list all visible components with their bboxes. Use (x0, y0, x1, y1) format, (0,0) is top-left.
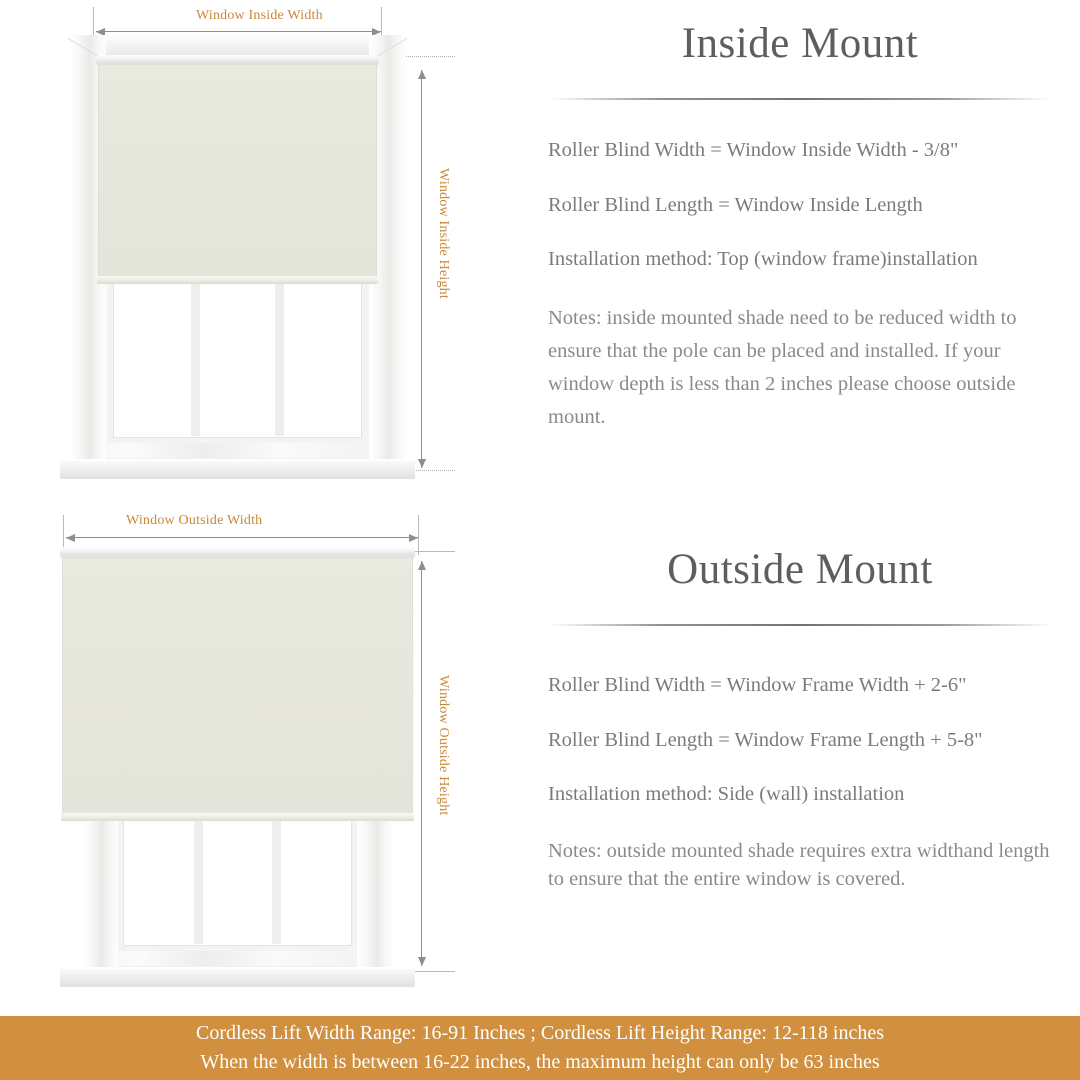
outside-width-dimension-label: Window Outside Width (126, 513, 263, 528)
roller-shade-bottom-rail (97, 276, 378, 284)
outside-mount-notes: Notes: outside mounted shade requires extra widthand length to ensure that the entire window is covered. (548, 839, 1050, 891)
inside-height-arrow (421, 70, 422, 468)
outside-mount-divider (548, 624, 1052, 626)
roller-shade-bottom-rail (61, 813, 414, 821)
outside-mount-diagram (0, 503, 520, 1008)
window-sill (60, 969, 415, 987)
inside-height-dimension-label: Window Inside Height (436, 168, 451, 299)
banner-line-2: When the width is between 16-22 inches, the maximum height can only be 63 inches (200, 1051, 880, 1073)
banner-line-1: Cordless Lift Width Range: 16-91 Inches ; Cordless Lift Height Range: 12-118 inches (196, 1022, 884, 1045)
roller-shade-fabric (98, 64, 377, 279)
outside-width-witness-right (418, 515, 419, 555)
inside-mount-diagram (0, 0, 520, 505)
inside-width-arrow (96, 31, 381, 32)
inside-mount-divider (548, 98, 1052, 100)
outside-mount-title: Outside Mount (667, 546, 933, 593)
outside-width-arrow (66, 537, 418, 538)
outside-height-arrow (421, 561, 422, 966)
outside-mount-spec-list (548, 673, 1052, 807)
inside-mount-panel (548, 22, 1052, 435)
inside-mount-window-illustration (60, 35, 415, 485)
size-range-banner (0, 1016, 1080, 1080)
spec-line: Roller Blind Width = Window Frame Width + 2-6" (548, 674, 967, 696)
spec-line: Roller Blind Length = Window Frame Length + 5-8" (548, 728, 983, 751)
window-pane (284, 262, 360, 437)
spec-line: Roller Blind Length = Window Inside Length (548, 193, 923, 216)
inside-mount-spec-list (548, 138, 1052, 272)
roller-shade-fabric (62, 557, 413, 815)
outside-mount-window-illustration (60, 543, 415, 993)
inside-mount-title: Inside Mount (681, 20, 919, 67)
outside-height-dimension-label: Window Outside Height (436, 675, 451, 816)
casing-head (70, 35, 405, 57)
inside-width-dimension-label: Window Inside Width (196, 8, 323, 23)
window-sill (60, 461, 415, 479)
window-pane (115, 262, 191, 437)
spec-line: Roller Blind Width = Window Inside Width - 3/8" (548, 139, 959, 161)
window-pane (200, 262, 276, 437)
inside-mount-notes: Notes: inside mounted shade need to be reduced width to ensure that the pole can be placed and installed. If your window depth is less than 2 inches please choose outside mount. (548, 306, 1017, 429)
spec-line: Installation method: Top (window frame)installation (548, 248, 978, 271)
outside-mount-panel (548, 548, 1052, 893)
spec-line: Installation method: Side (wall) installation (548, 783, 905, 806)
